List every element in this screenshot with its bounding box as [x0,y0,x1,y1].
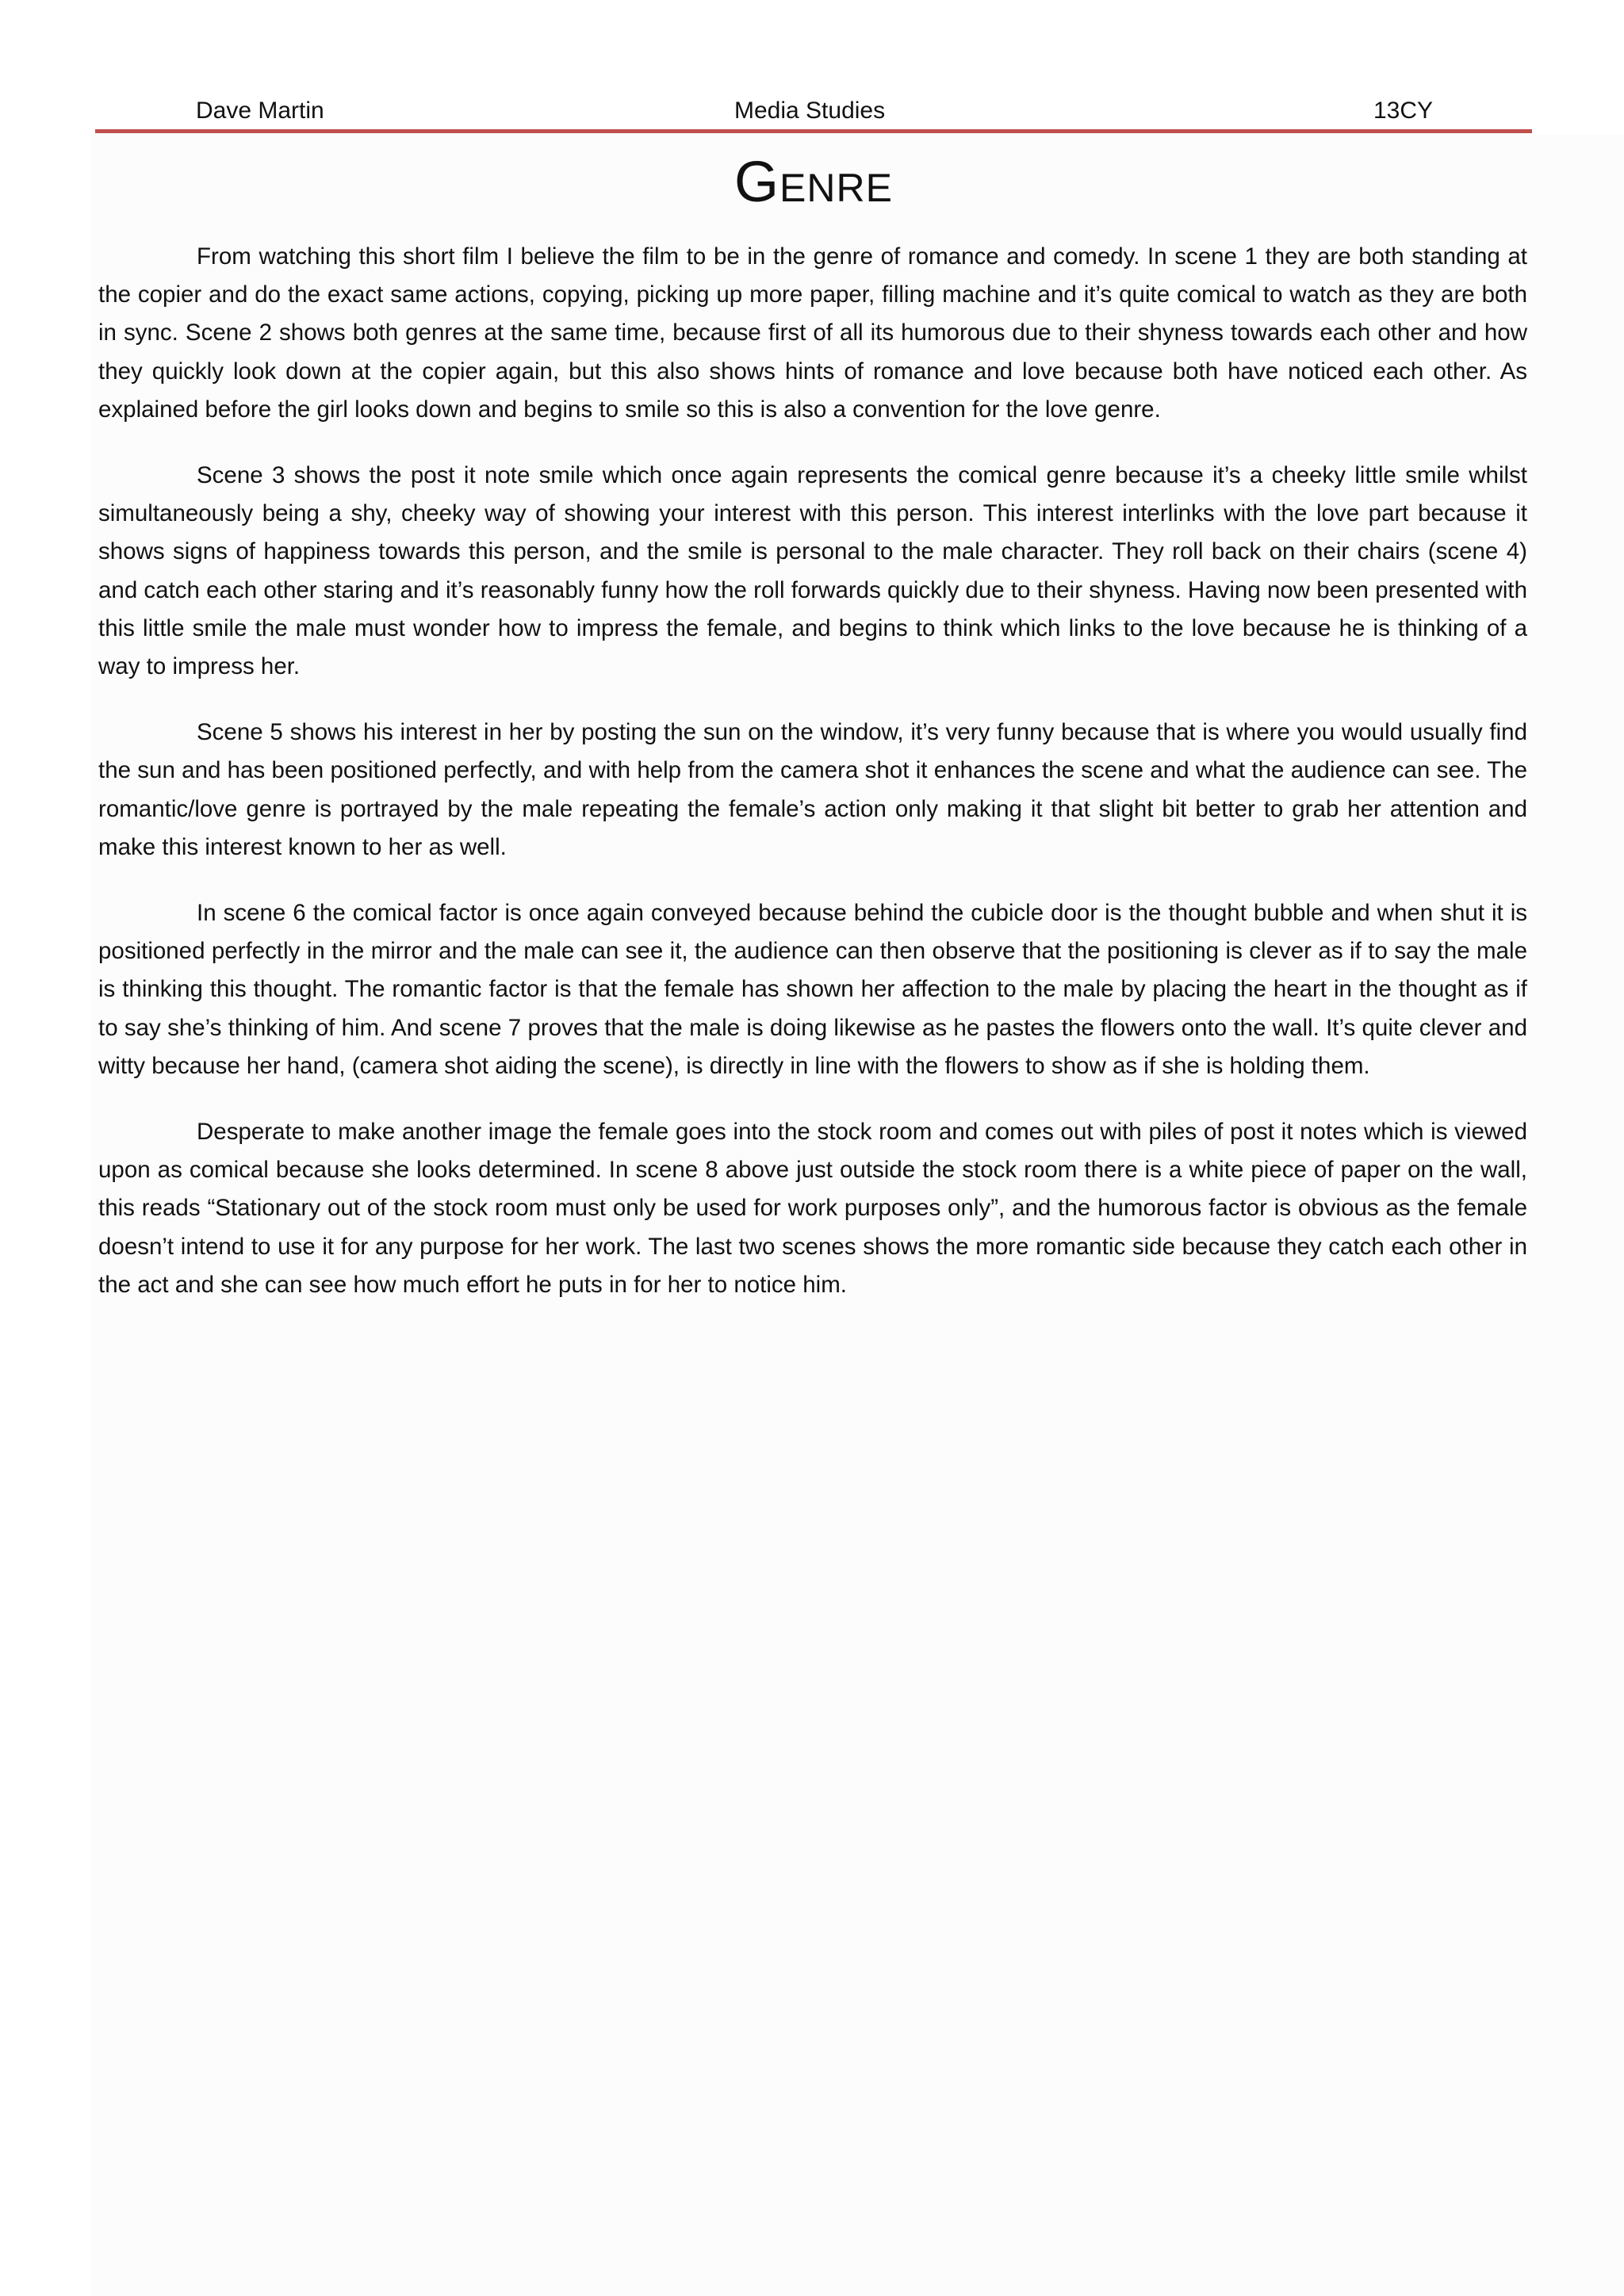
document-title: Genre [734,151,893,214]
body-paragraph-5: Desperate to make another image the female goes into the stock room and comes out with piles of post it notes which is viewed upon as comical because she looks determined. In scene 8 above just outside the stock room there is a white piece of paper on the wall, this reads “Stationary out of the stock room must only be used for work purposes only”, and the humorous factor is obvious as the female doesn’t intend to use it for any purpose for her work. The last two scenes shows the more romantic side because they catch each other in the act and she can see how much effort he puts in for her to notice him. [98,1119,1527,1298]
body-paragraph-3: Scene 5 shows his interest in her by posting the sun on the window, it’s very funny because that is where you would usually find the sun and has been positioned perfectly, and with help from the camera shot it enhances the scene and what the audience can see. The romantic/love genre is portrayed by the male repeating the female’s action only making it that slight bit better to grab her attention and make this interest known to her as well. [98,719,1527,860]
header-divider [95,129,1532,133]
body-paragraph-4: In scene 6 the comical factor is once again conveyed because behind the cubicle door is the thought bubble and when shut it is positioned perfectly in the mirror and the male can see it, the audience can then observe that the positioning is clever as if to say the male is thinking this thought. The romantic factor is that the female has shown her affection to the male by placing the heart in the thought as if to say she’s thinking of him. And scene 7 proves that the male is doing likewise as he pastes the flowers onto the wall. It’s quite clever and witty because her hand, (camera shot aiding the scene), is directly in line with the flowers to show as if she is holding them. [98,900,1527,1079]
document-body [98,238,1527,1332]
header-subject: Media Studies [734,98,886,124]
page-header [95,95,1532,127]
header-author: Dave Martin [196,98,324,124]
body-paragraph-1: From watching this short film I believe the film to be in the genre of romance and comedy. In scene 1 they are both standing at the copier and do the exact same actions, copying, picking up more paper, filling machine and it’s quite comical to watch as they are both in sync. Scene 2 shows both genres at the same time, because first of all its humorous due to their shyness towards each other and how they quickly look down at the copier again, but this also shows hints of romance and love because both have noticed each other. As explained before the girl looks down and begins to smile so this is also a convention for the love genre. [98,243,1527,423]
body-paragraph-2: Scene 3 shows the post it note smile which once again represents the comical genre because it’s a cheeky little smile whilst simultaneously being a shy, cheeky way of showing your interest with this person. This interest interlinks with the love part because it shows signs of happiness towards this person, and the smile is personal to the male character. They roll back on their chairs (scene 4) and catch each other staring and it’s reasonably funny how the roll forwards quickly due to their shyness. Having now been presented with this little smile the male must wonder how to impress the female, and begins to think which links to the love because he is thinking of a way to impress her. [98,462,1527,680]
header-class-code: 13CY [1373,98,1434,124]
